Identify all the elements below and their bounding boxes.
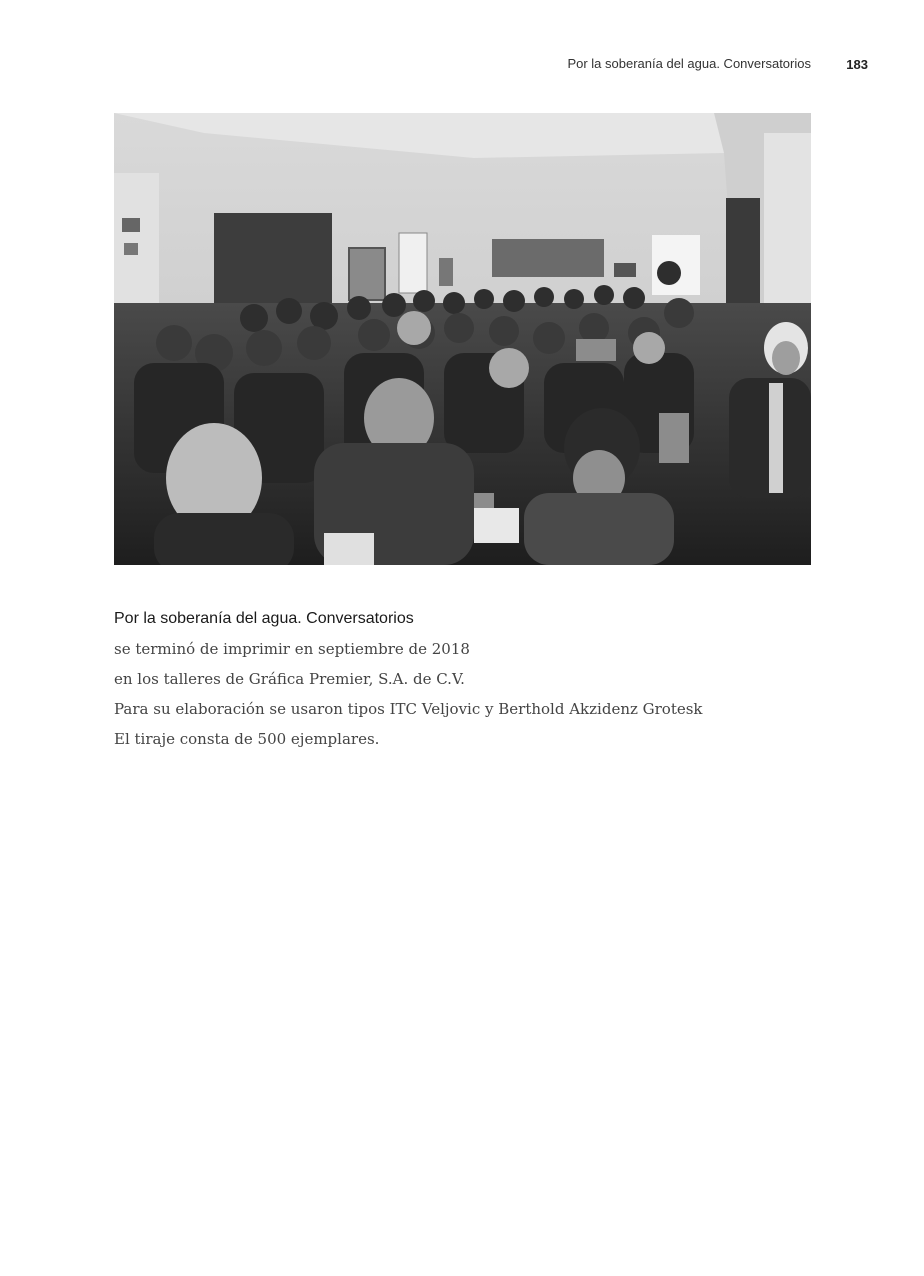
running-title: Por la soberanía del agua. Conversatorios <box>567 56 811 71</box>
colophon <box>114 608 703 758</box>
colophon-line: se terminó de imprimir en septiembre de 2018 <box>114 640 470 658</box>
audience-photo <box>114 113 811 565</box>
colophon-line: en los talleres de Gráfica Premier, S.A. de C.V. <box>114 670 465 688</box>
colophon-title: Por la soberanía del agua. Conversatorios <box>114 610 414 627</box>
colophon-line: El tiraje consta de 500 ejemplares. <box>114 730 380 748</box>
page-number: 183 <box>846 57 868 72</box>
colophon-line: Para su elaboración se usaron tipos ITC Veljovic y Berthold Akzidenz Grotesk <box>114 700 703 718</box>
audience-photo-graphic <box>114 113 811 565</box>
